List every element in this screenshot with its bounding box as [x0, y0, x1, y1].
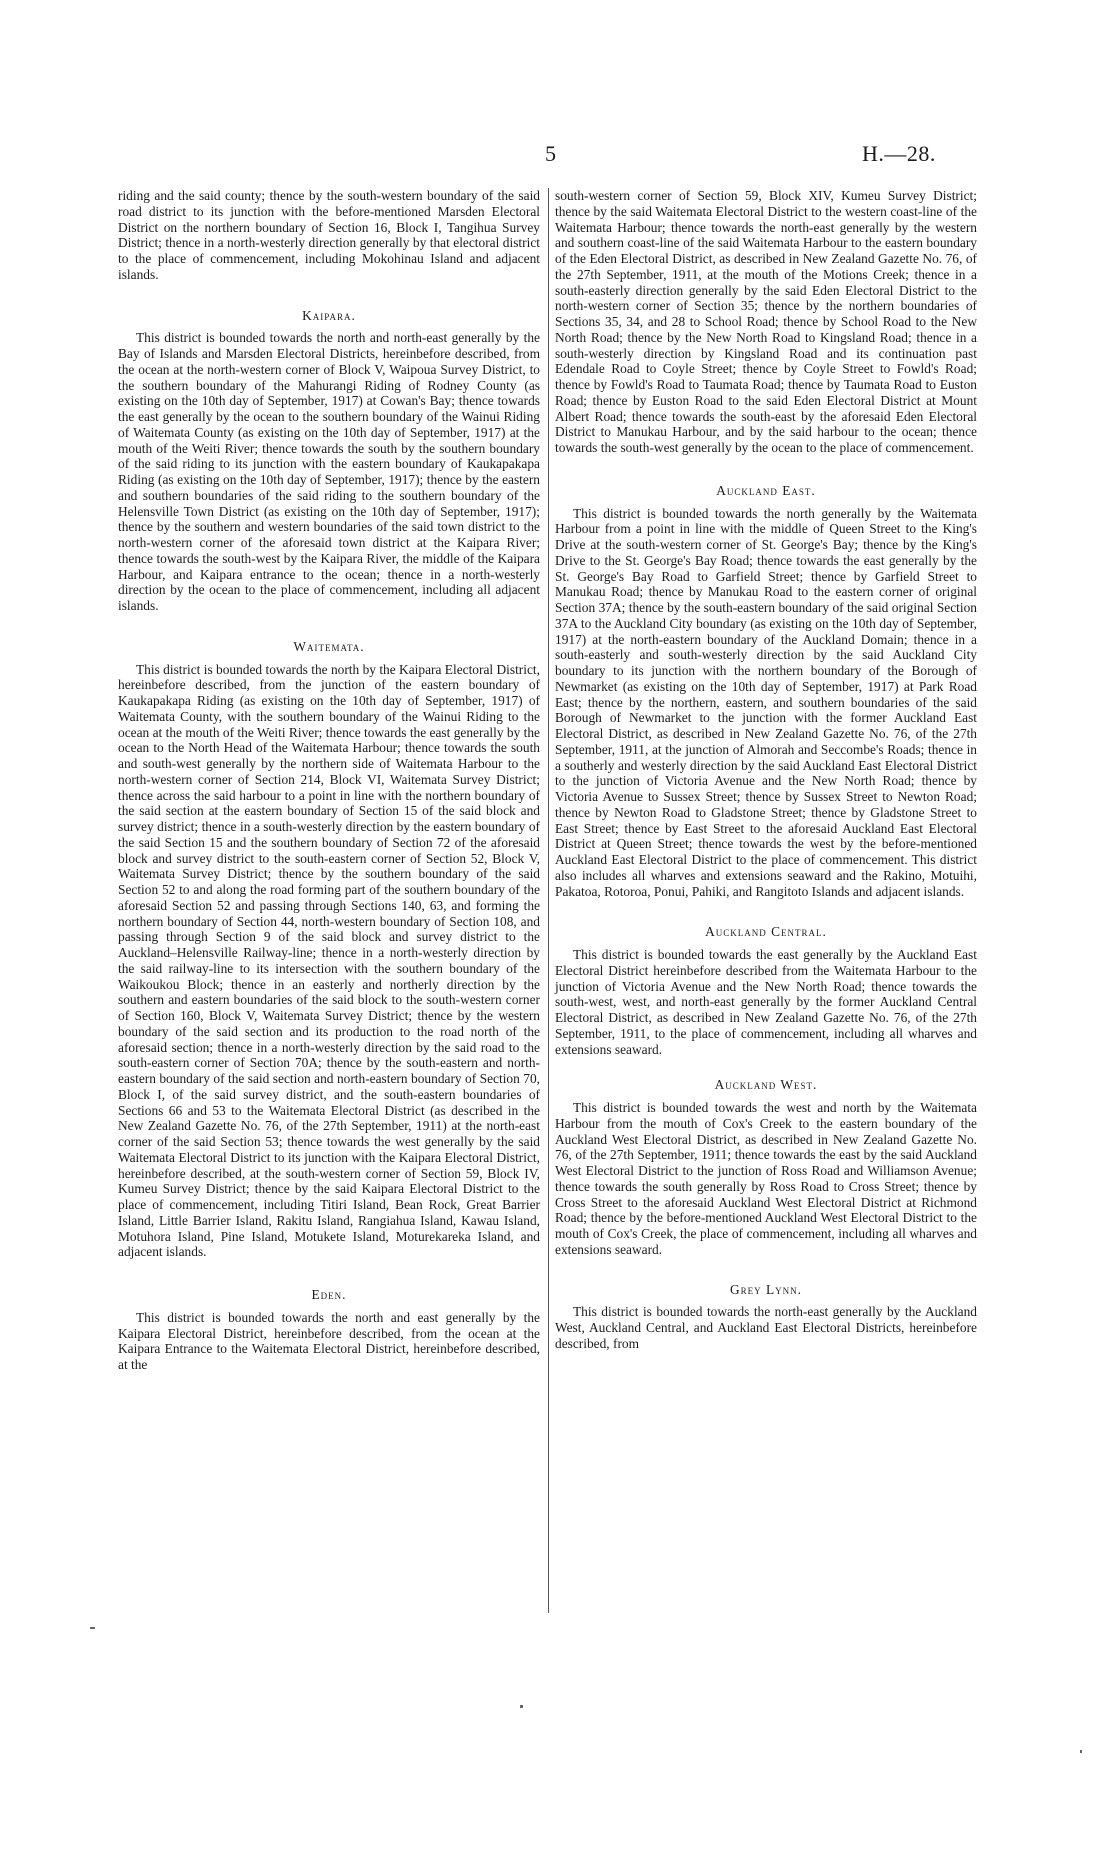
continued-paragraph: riding and the said county; thence by the south-western boundary of the said road district to its junction with the before-mentioned Marsden Electoral District on the northern boundary of Section 16, Block I, Tangihua Survey District; thence in a north-westerly direction generally by that electoral district to the place of commencement, including Mokohinau Island and adjacent islands. — [118, 188, 540, 282]
paragraph-auckland-east: This district is bounded towards the north generally by the Waitemata Harbour from a point in line with the middle of Queen Street to the King's Drive at the south-western corner of St. George's Bay; thence by the King's Drive to the St. George's Bay Road; thence towards the east generally by the St. George's Bay Road to Garfield Street; thence by Garfield Street to Manukau Road; thence by Manukau Road to the eastern corner of original Section 37A; thence by the south-eastern boundary of the said original Section 37A to the Auckland City boundary (as existing on the 10th day of September, 1917) at the north-eastern boundary of the Auckland Domain; thence in a south-easterly and south-westerly direction by the said Auckland City boundary to its junction with the northern boundary of the Borough of Newmarket (as existing on the 10th day of September, 1917) at Park Road East; thence by the northern, eastern, and southern boundaries of the said Borough of Newmarket to the junction with the former Auckland East Electoral District, as described in New Zealand Gazette No. 76, of the 27th September, 1911, at the junction of Almorah and Seccombe's Roads; thence in a southerly and westerly direction by the said Auckland East Electoral District to the junction of Victoria Avenue and the New North Road; thence by Victoria Avenue to Sussex Street; thence by Sussex Street to Newton Road; thence by Newton Road to Gladstone Street; thence by Gladstone Street to East Street; thence by East Street to the aforesaid Auckland East Electoral District at Queen Street; thence towards the west by the before-mentioned Auckland East Electoral District to the place of commencement. This district also includes all wharves and extensions seaward and the Rakino, Motuihi, Pakatoa, Rotoroa, Ponui, Pahiki, and Rangitoto Islands and adjacent islands. — [555, 505, 977, 899]
paragraph-waitemata: This district is bounded towards the north by the Kaipara Electoral District, hereinbefore described, from the junction of the eastern boundary of Kaukapakapa Riding (as existing on the 10th day of September, 1917) of Waitemata County, with the southern boundary of the Wainui Riding to the ocean at the mouth of the Weiti River; thence towards the east generally by the ocean to the North Head of the Waitemata Harbour; thence towards the south and south-west generally by the northern side of Waitemata Harbour to the north-western corner of Section 214, Block VI, Waitemata Survey District; thence across the said harbour to a point in line with the northern boundary of the said section at the eastern boundary of Section 15 of the said block and survey district; thence in a south-westerly direction by the eastern boundary of the said Section 15 and the southern boundary of Section 72 of the aforesaid block and survey district to the south-eastern corner of Section 52, Block V, Waitemata Survey District; thence by the southern boundary of the said Section 52 to and along the road forming part of the southern boundary of the aforesaid Section 52 and passing through Sections 140, 63, and forming the northern boundary of Section 44, north-western boundary of Section 108, and passing through Section 9 of the said block and survey district to the Auckland–Helensville Railway-line; thence in a north-westerly direction by the said railway-line to its intersection with the southern boundary of the Waikoukou Block; thence in an easterly and northerly direction by the southern and eastern boundaries of the said block to the south-western corner of Section 160, Block V, Waitemata Survey District; thence by the western boundary of the said section and its production to the road north of the aforesaid section; thence in a north-westerly direction by the said road to the south-eastern corner of Section 70A; thence by the south-eastern and north-eastern boundary of the said section and north-eastern boundary of Section 70, Block I, of the said survey district, and the south-eastern boundaries of Sections 66 and 53 to the Waitemata Electoral District (as described in the New Zealand Gazette No. 76, of the 27th September, 1911) at the north-east corner of the said Section 53; thence towards the west generally by the said Waitemata Electoral District to its junction with the Kaipara Electoral District, hereinbefore described, at the south-western corner of Section 59, Block IV, Kumeu Survey District; thence by the said Kaipara Electoral District to the place of commencement, including Titiri Island, Bean Rock, Great Barrier Island, Little Barrier Island, Rakitu Island, Rangiahua Island, Kawau Island, Motuhora Island, Pine Island, Motukete Island, Moturekareka Island, and adjacent islands. — [118, 661, 540, 1260]
right-column — [555, 188, 977, 1352]
section-heading-kaipara: Kaipara. — [302, 307, 356, 323]
scan-mark — [1080, 1750, 1082, 1753]
section-heading-auckland-west: Auckland West. — [714, 1077, 818, 1093]
section-heading-grey-lynn: Grey Lynn. — [729, 1281, 803, 1297]
left-column — [118, 188, 540, 1373]
paragraph-auckland-west: This district is bounded towards the west and north by the Waitemata Harbour from the mouth of Cox's Creek to the eastern boundary of the Auckland West Electoral District, as described in New Zealand Gazette No. 76, of the 27th September, 1911; thence towards the east by the said Auckland West Electoral District to the junction of Ross Road and Williamson Avenue; thence towards the south generally by Ross Road to Cross Street; thence by Cross Street to the aforesaid Auckland West Electoral District at Richmond Road; thence by the before-mentioned Auckland West Electoral District to the mouth of Cox's Creek, the place of commencement, including all wharves and extensions seaward. — [555, 1100, 977, 1257]
section-heading-eden: Eden. — [311, 1287, 347, 1302]
paragraph-eden-continued: south-western corner of Section 59, Block XIV, Kumeu Survey District; thence by the said Waitemata Electoral District to the western coast-line of the Waitemata Harbour; thence towards the north-east generally by the western and southern coast-line of the said Waitemata Harbour to the eastern boundary of the Eden Electoral District, as described in New Zealand Gazette No. 76, of the 27th September, 1911, at the mouth of the Motions Creek; thence in a south-easterly direction generally by the said Eden Electoral District to the north-western corner of Section 35; thence by the northern boundaries of Sections 35, 34, and 28 to School Road; thence by School Road to the New North Road; thence by the New North Road to Kingsland Road; thence in a south-westerly direction by Kingsland Road and its continuation past Edendale Road to Coyle Street; thence by Coyle Street to Fowld's Road; thence by Fowld's Road to Taumata Road; thence by Taumata Road to Euston Road; thence by Euston Road to the said Eden Electoral District at Mount Albert Road; thence towards the south-east by the aforesaid Eden Electoral District to Manukau Harbour, and by the said harbour to the ocean; thence towards the south-west generally by the ocean to the place of commencement. — [555, 188, 977, 455]
page-number: 5 — [545, 141, 556, 166]
paragraph-eden: This district is bounded towards the north and east generally by the Kaipara Electoral District, hereinbefore described, from the ocean at the Kaipara Entrance to the Waitemata Electoral District, hereinbefore described, at the — [118, 1309, 540, 1372]
section-heading-waitemata: Waitemata. — [293, 638, 365, 654]
paragraph-auckland-central: This district is bounded towards the east generally by the Auckland East Electoral District hereinbefore described from the Waitemata Harbour to the junction of Victoria Avenue and the New North Road; thence towards the south-west, west, and north-east generally by the former Auckland Central Electoral District, as described in New Zealand Gazette No. 76, of the 27th September, 1911, to the place of commencement, including all wharves and extensions seaward. — [555, 947, 977, 1057]
section-heading-auckland-central: Auckland Central. — [705, 924, 827, 940]
section-heading-auckland-east: Auckland East. — [716, 482, 816, 498]
scan-mark — [520, 1705, 523, 1708]
paragraph-grey-lynn: This district is bounded towards the north-east generally by the Auckland West, Auckland Central, and Auckland East Electoral Districts, hereinbefore described, from — [555, 1304, 977, 1351]
column-divider — [548, 188, 549, 1613]
document-reference: H.—28. — [862, 141, 936, 166]
paragraph-kaipara: This district is bounded towards the north and north-east generally by the Bay of Islands and Marsden Electoral Districts, hereinbefore described, from the ocean at the north-western corner of Block V, Waipoua Survey District, to the southern boundary of the Mahurangi Riding of Rodney County (as existing on the 10th day of September, 1917) at Cowan's Bay; thence towards the east generally by the ocean to the southern boundary of the Wainui Riding of Waitemata County (as existing on the 10th day of September, 1917) at the mouth of the Weiti River; thence towards the south by the southern boundary of the said riding to its junction with the eastern boundary of Kaukapakapa Riding (as existing on the 10th day of September, 1917); thence by the eastern and southern boundaries of the said riding to the southern boundary of the Helensville Town District (as existing on the 10th day of September, 1917); thence by the southern and western boundaries of the said town district to the north-western corner of the aforesaid town district at the Kaipara River; thence towards the south-west by the Kaipara River, the middle of the Kaipara Harbour, and Kaipara entrance to the ocean; thence in a north-westerly direction by the ocean to the place of commencement, including all adjacent islands. — [118, 330, 540, 613]
scan-mark — [90, 1627, 95, 1629]
